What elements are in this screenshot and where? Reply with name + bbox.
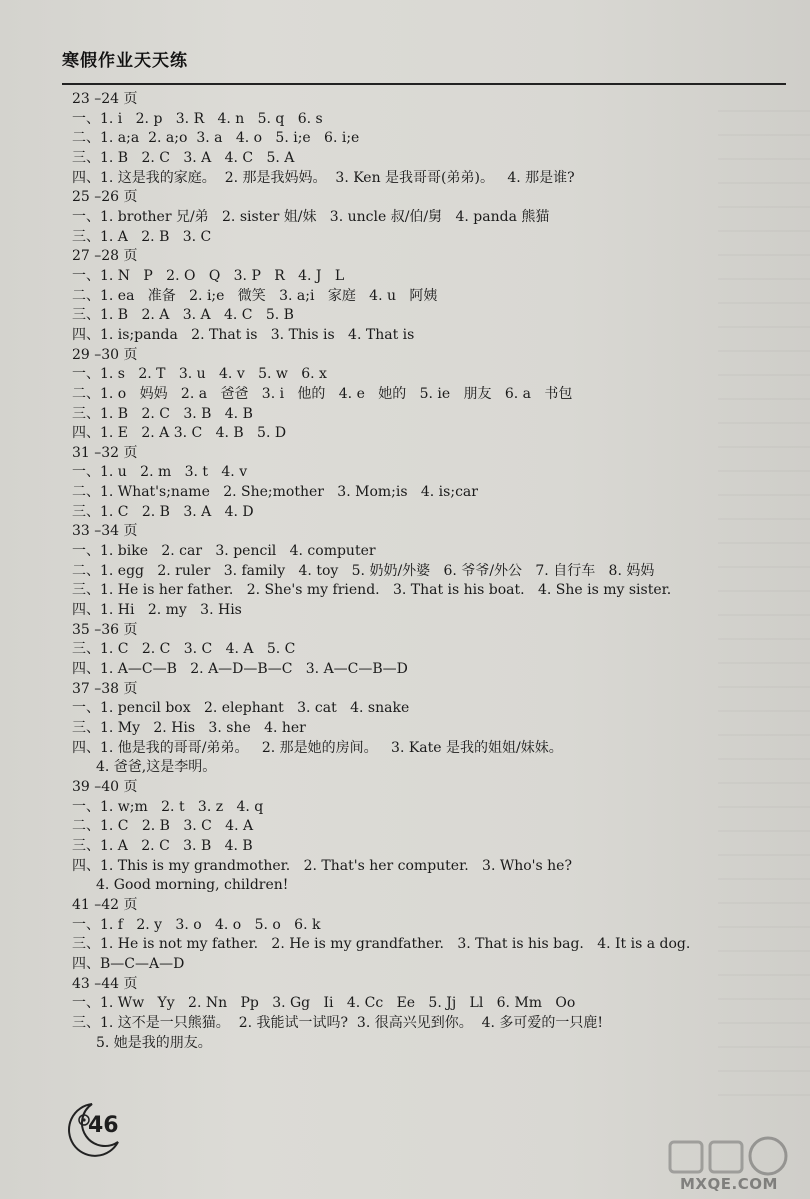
answer-line: 二、1. egg 2. ruler 3. family 4. toy 5. 奶奶/外婆 6. 爷爷/外公 7. 自行车 8. 妈妈	[72, 562, 655, 579]
answer-line: 一、1. i 2. p 3. R 4. n 5. q 6. s	[72, 110, 323, 127]
answer-line: 二、1. C 2. B 3. C 4. A	[72, 818, 254, 835]
answer-line: 二、1. What's;name 2. She;mother 3. Mom;is 4. is;car	[72, 484, 478, 501]
watermark-text: MXQE.COM	[680, 1175, 778, 1193]
answer-line: 41 –42 页	[72, 896, 138, 913]
answer-line: 三、1. A 2. C 3. B 4. B	[72, 837, 253, 854]
answer-list	[72, 90, 752, 1053]
answer-line: 三、1. A 2. B 3. C	[72, 228, 212, 245]
answer-line: 29 –30 页	[72, 346, 138, 363]
answer-line: 一、1. u 2. m 3. t 4. v	[72, 464, 248, 481]
answer-line: 43 –44 页	[72, 975, 138, 992]
answer-line: 三、1. C 2. C 3. C 4. A 5. C	[72, 641, 296, 658]
answer-line: 4. Good morning, children!	[96, 877, 289, 894]
answer-line: 三、1. He is not my father. 2. He is my grandfather. 3. That is his bag. 4. It is a dog.	[72, 936, 691, 953]
answer-line: 一、1. pencil box 2. elephant 3. cat 4. snake	[72, 700, 410, 717]
answer-line: 二、1. a;a 2. a;o 3. a 4. o 5. i;e 6. i;e	[72, 130, 360, 147]
answer-line: 一、1. brother 兄/弟 2. sister 姐/妹 3. uncle 叔/伯/舅 4. panda 熊猫	[72, 208, 550, 225]
answer-line: 四、1. E 2. A 3. C 4. B 5. D	[72, 425, 287, 442]
answer-line: 三、1. 这不是一只熊猫。 2. 我能试一试吗? 3. 很高兴见到你。 4. 多可爱的一只鹿!	[72, 1014, 604, 1031]
answer-line: 一、1. Ww Yy 2. Nn Pp 3. Gg Ii 4. Cc Ee 5. Jj Ll 6. Mm Oo	[72, 995, 576, 1012]
answer-line: 25 –26 页	[72, 189, 138, 206]
answer-line: 一、1. w;m 2. t 3. z 4. q	[72, 798, 264, 815]
answer-line: 39 –40 页	[72, 778, 138, 795]
page-number: 46	[88, 1113, 119, 1138]
answer-line: 三、1. B 2. C 3. A 4. C 5. A	[72, 149, 295, 166]
answer-line: 一、1. s 2. T 3. u 4. v 5. w 6. x	[72, 366, 327, 383]
answer-line: 一、1. f 2. y 3. o 4. o 5. o 6. k	[72, 916, 321, 933]
answer-line: 三、1. He is her father. 2. She's my friend. 3. That is his boat. 4. She is my sister.	[72, 582, 672, 599]
answer-line: 四、1. 这是我的家庭。 2. 那是我妈妈。 3. Ken 是我哥哥(弟弟)。 4. 那是谁?	[72, 169, 575, 186]
answer-line: 四、1. This is my grandmother. 2. That's her computer. 3. Who's he?	[72, 857, 572, 874]
answer-line: 四、1. Hi 2. my 3. His	[72, 602, 242, 619]
answer-line: 27 –28 页	[72, 248, 138, 265]
answer-line: 35 –36 页	[72, 621, 138, 638]
book-title: 寒假作业天天练	[62, 51, 188, 71]
answer-line: 一、1. N P 2. O Q 3. P R 4. J L	[72, 267, 345, 284]
answer-line: 二、1. ea 准备 2. i;e 微笑 3. a;i 家庭 4. u 阿姨	[72, 287, 438, 304]
answer-line: 二、1. o 妈妈 2. a 爸爸 3. i 他的 4. e 她的 5. ie 朋友 6. a 书包	[72, 385, 573, 402]
answer-line: 37 –38 页	[72, 680, 138, 697]
header-rule	[62, 83, 786, 85]
answer-line: 四、1. A—C—B 2. A—D—B—C 3. A—C—B—D	[72, 661, 408, 678]
answer-line: 4. 爸爸,这是李明。	[96, 759, 217, 776]
answer-line: 四、1. 他是我的哥哥/弟弟。 2. 那是她的房间。 3. Kate 是我的姐姐/妹妹。	[72, 739, 563, 756]
answer-line: 三、1. B 2. A 3. A 4. C 5. B	[72, 307, 294, 324]
answer-line: 三、1. B 2. C 3. B 4. B	[72, 405, 253, 422]
answer-line: 33 –34 页	[72, 523, 138, 540]
answer-line: 四、B—C—A—D	[72, 955, 185, 972]
answer-line: 23 –24 页	[72, 91, 138, 107]
answer-line: 一、1. bike 2. car 3. pencil 4. computer	[72, 543, 376, 560]
answer-line: 三、1. My 2. His 3. she 4. her	[72, 720, 306, 736]
answer-line: 5. 她是我的朋友。	[96, 1034, 212, 1051]
answer-line: 三、1. C 2. B 3. A 4. D	[72, 503, 254, 520]
answer-line: 四、1. is;panda 2. That is 3. This is 4. That is	[72, 326, 415, 343]
answer-line: 31 –32 页	[72, 444, 138, 461]
